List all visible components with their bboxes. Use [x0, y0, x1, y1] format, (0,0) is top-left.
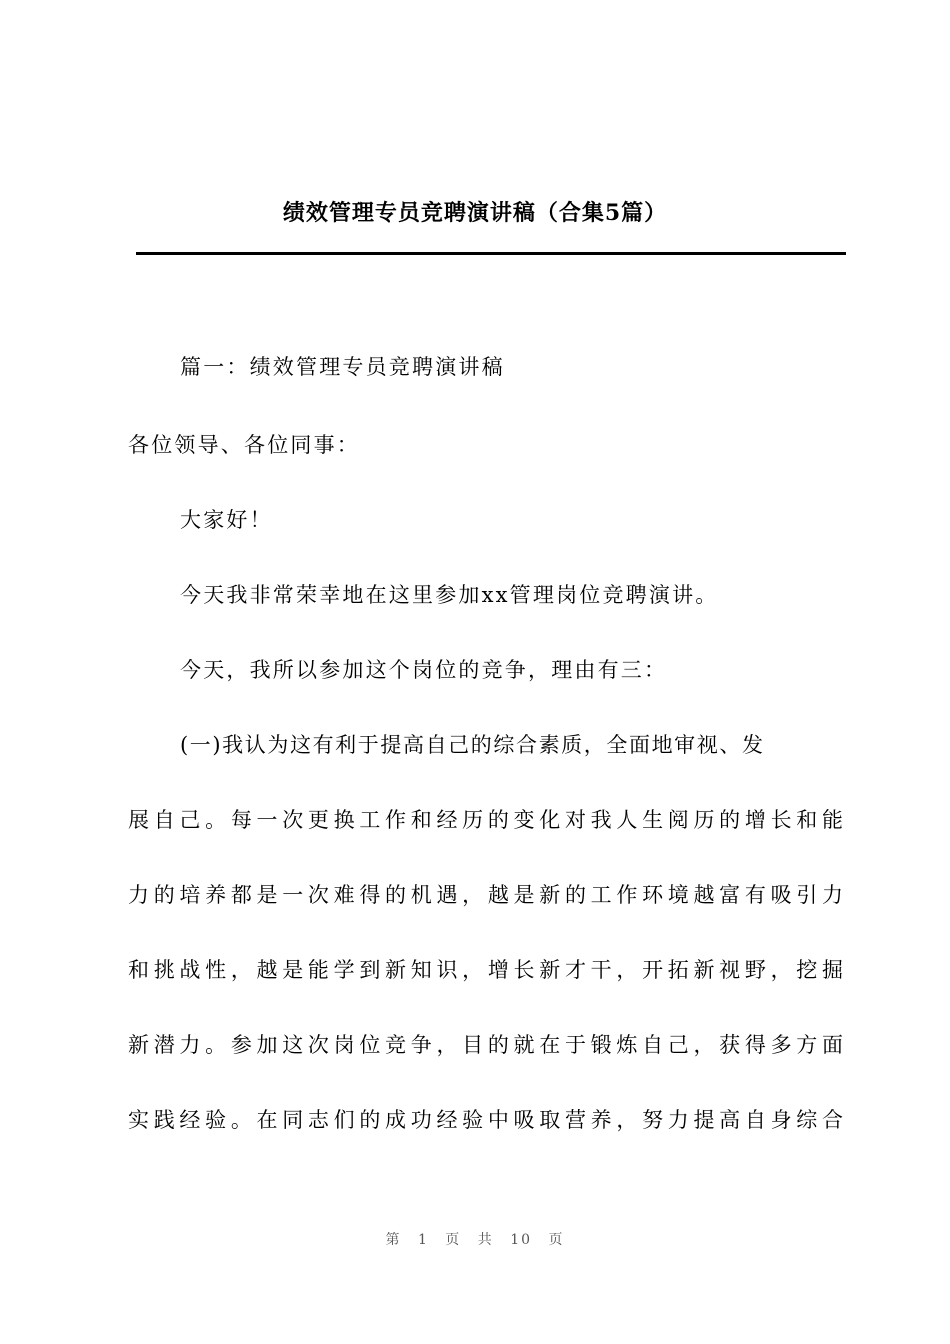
- body-paragraph: 今天我非常荣幸地在这里参加xx管理岗位竞聘演讲。: [180, 583, 719, 607]
- body-paragraph: (一)我认为这有利于提高自己的综合素质，全面地审视、发: [180, 733, 765, 757]
- section-heading: 篇一：绩效管理专员竞聘演讲稿: [180, 355, 505, 379]
- title-underline: [136, 252, 846, 255]
- body-paragraph: 和挑战性，越是能学到新知识，增长新才干，开拓新视野，挖掘: [128, 958, 843, 982]
- body-paragraph: 展自己。每一次更换工作和经历的变化对我人生阅历的增长和能: [128, 808, 843, 832]
- greeting: 大家好！: [180, 508, 273, 532]
- body-paragraph: 今天，我所以参加这个岗位的竞争，理由有三：: [180, 658, 668, 682]
- body-paragraph: 实践经验。在同志们的成功经验中吸取营养，努力提高自身综合: [128, 1108, 843, 1132]
- body-paragraph: 新潜力。参加这次岗位竞争，目的就在于锻炼自己，获得多方面: [128, 1033, 843, 1057]
- body-paragraph: 力的培养都是一次难得的机遇，越是新的工作环境越富有吸引力: [128, 883, 843, 907]
- salutation: 各位领导、各位同事：: [128, 433, 360, 457]
- page-number-footer: 第 1 页 共 10 页: [385, 1232, 565, 1248]
- document-title: 绩效管理专员竞聘演讲稿（合集5篇）: [282, 200, 668, 226]
